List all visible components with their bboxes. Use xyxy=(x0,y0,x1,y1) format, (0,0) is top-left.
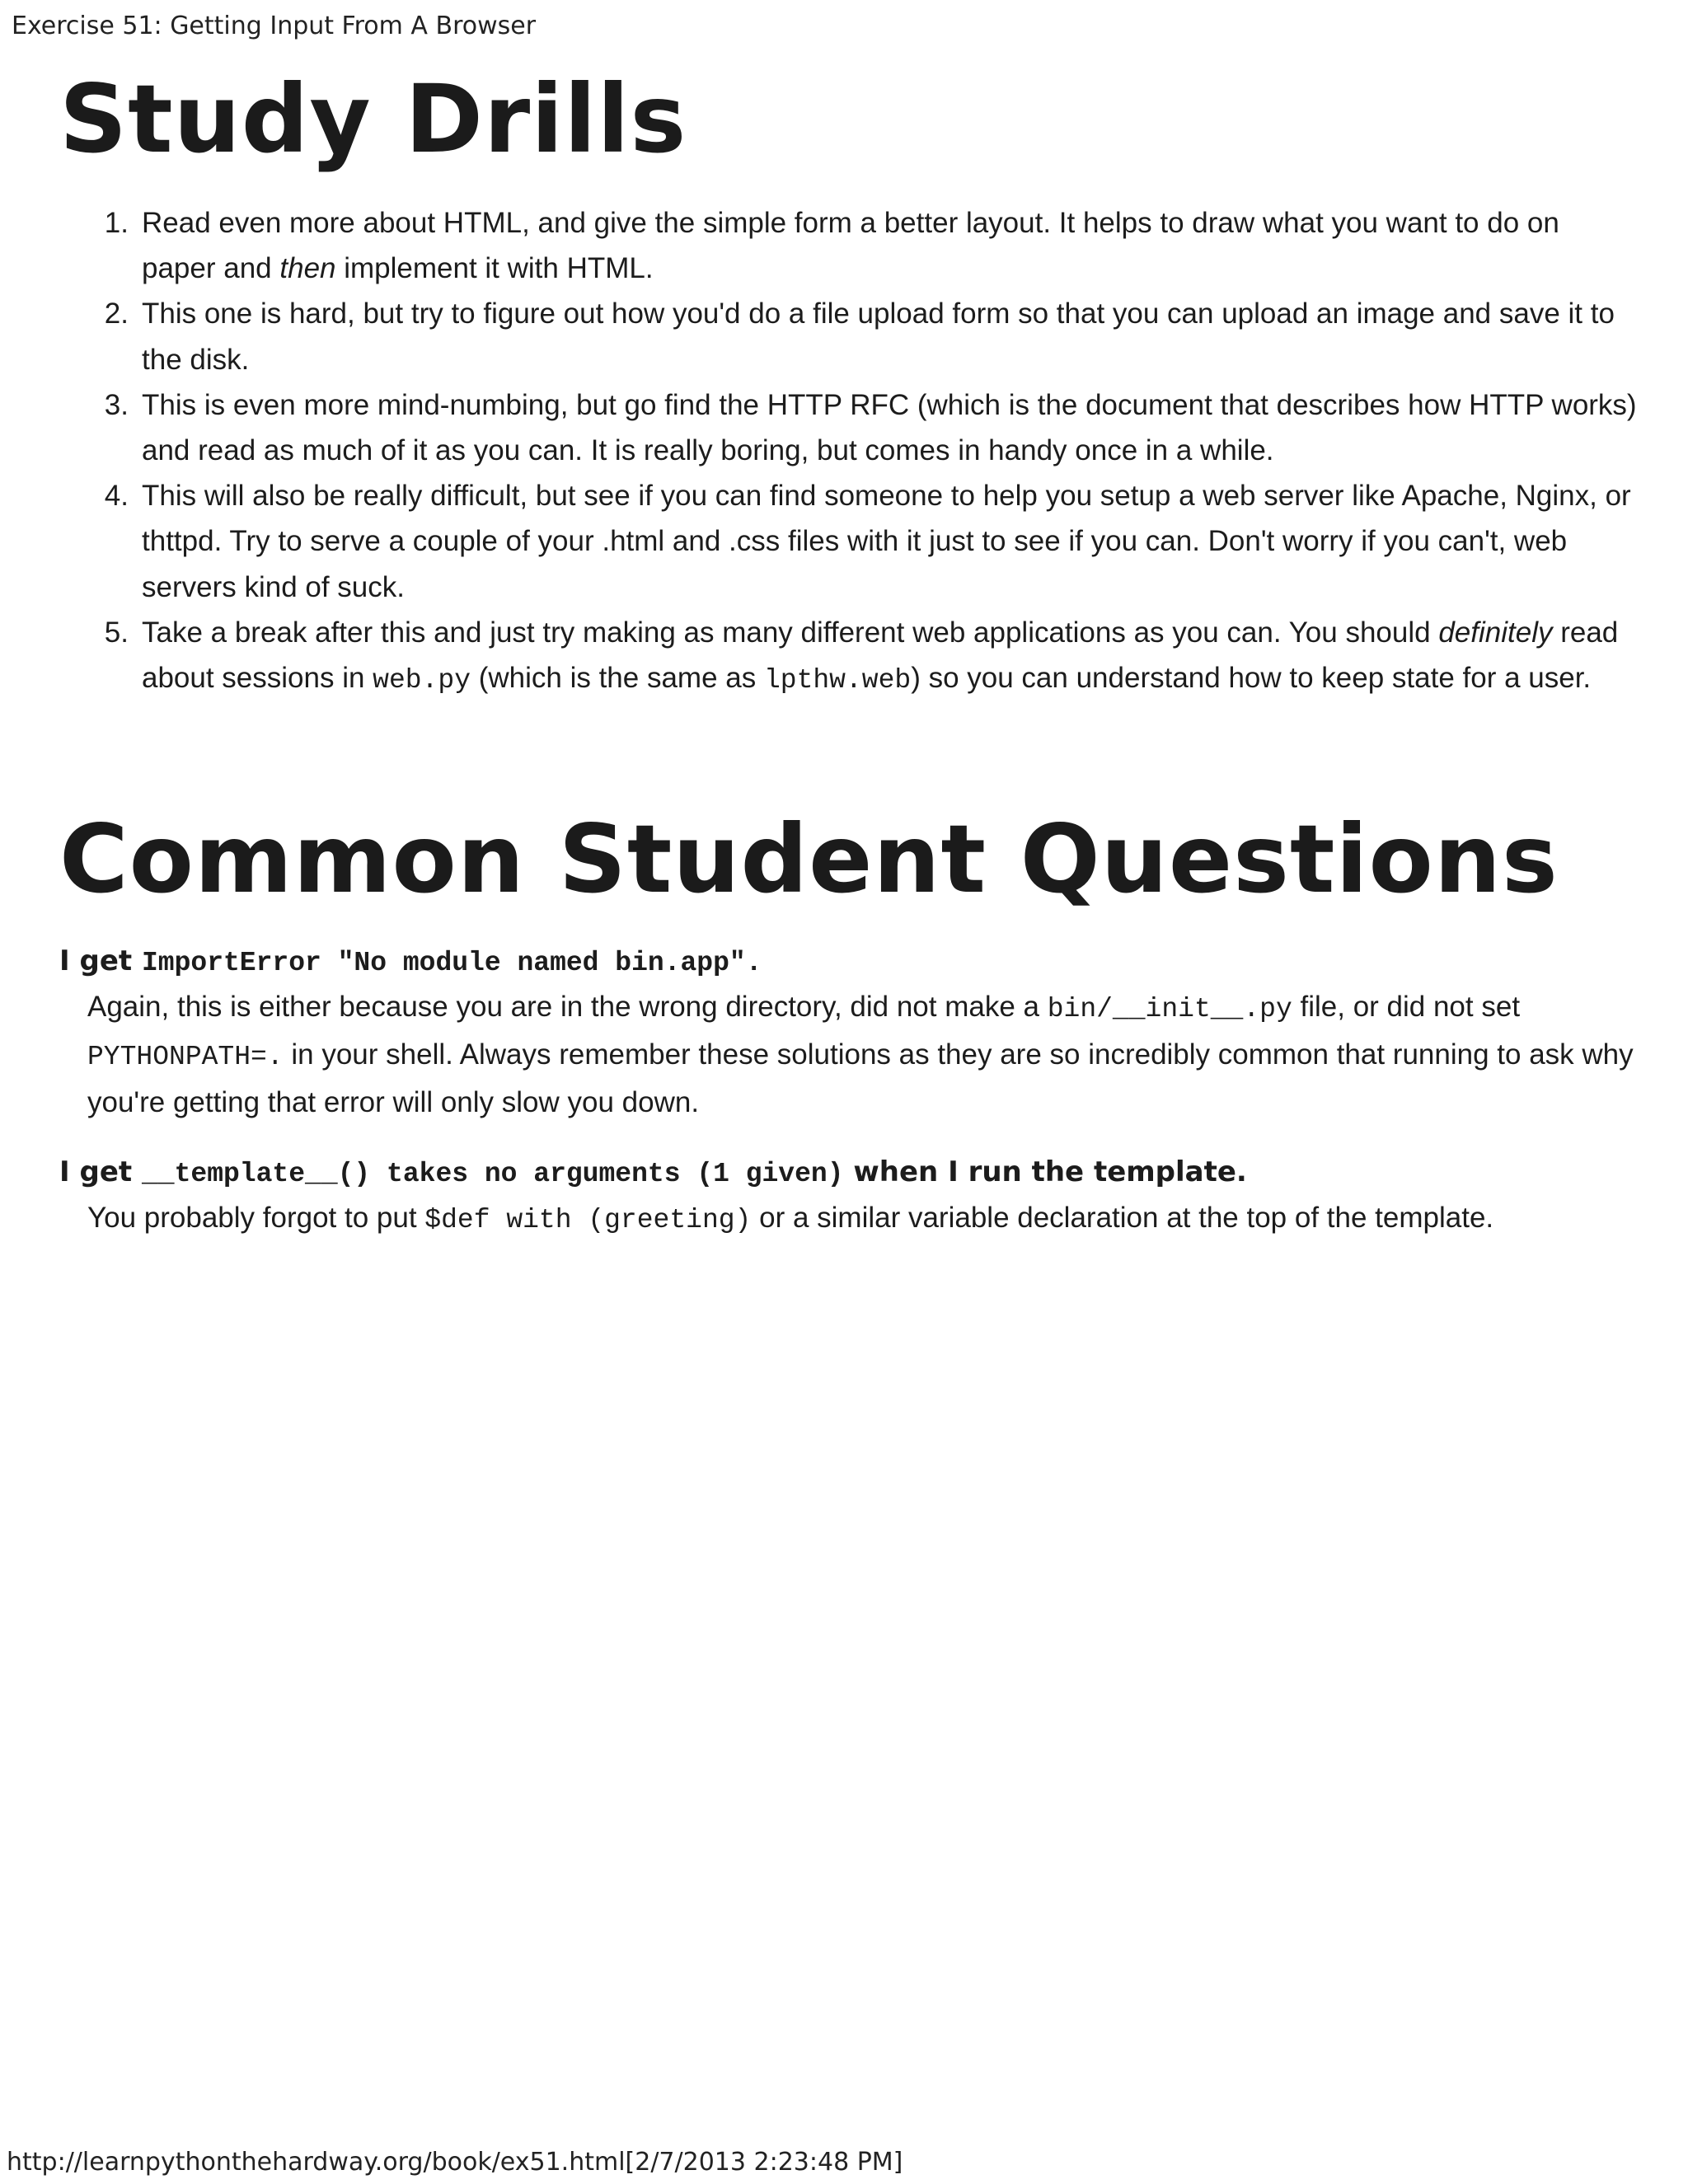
list-item-text: This will also be really difficult, but see if you can find someone to help you setup a web server like Apache, Nginx, or thttpd. Try to serve a couple of your .html and .css files with it just to see if you can. Don't worry if you can't, web servers kind of suck. xyxy=(142,480,1631,603)
emphasis-text: then xyxy=(279,252,336,285)
questions-heading: Common Student Questions xyxy=(59,804,1559,914)
list-item-text: Read even more about HTML, and give the simple form a better layout. It helps to draw what you want to do on paper and xyxy=(142,207,1559,285)
study-drills-heading: Study Drills xyxy=(59,64,687,174)
question-title xyxy=(59,940,1639,984)
question-template-error xyxy=(59,1151,1639,1243)
list-item-number: 3. xyxy=(104,388,129,421)
question-title-text: I get xyxy=(59,944,142,977)
question-title-text: when I run the template. xyxy=(843,1155,1247,1188)
list-item-text: implement it with HTML. xyxy=(335,252,654,285)
inline-code: web.py xyxy=(373,665,471,696)
question-import-error xyxy=(59,940,1639,1126)
answer-text xyxy=(87,1195,1639,1243)
page-footer-url: http://learnpythonthehardway.org/book/ex51.html[2/7/2013 2:23:48 PM] xyxy=(7,2148,903,2177)
inline-code: ImportError "No module named bin.app". xyxy=(141,948,762,978)
list-item-text: This one is hard, but try to figure out how you'd do a file upload form so that you can upload an image and save it to the disk. xyxy=(142,298,1615,376)
list-item-text: read about sessions in xyxy=(142,616,1619,695)
inline-code: bin/__init__.py xyxy=(1047,994,1292,1024)
answer-text-part: in your shell. Always remember these solutions as they are so incredibly common that running to ask why you're getting that error will only slow you down. xyxy=(87,1038,1634,1119)
list-item-number: 4. xyxy=(104,480,129,513)
inline-code: $def with (greeting) xyxy=(424,1205,752,1235)
list-item-number: 2. xyxy=(104,298,129,330)
list-item-text: ) so you can understand how to keep state for a user. xyxy=(911,662,1592,695)
inline-code: PYTHONPATH=. xyxy=(87,1042,284,1073)
list-item xyxy=(89,291,1639,382)
list-item xyxy=(89,382,1639,473)
page-header: Exercise 51: Getting Input From A Browser xyxy=(12,12,537,40)
answer-text-part: Again, this is either because you are in the wrong directory, did not make a xyxy=(87,991,1048,1023)
list-item-number: 1. xyxy=(104,207,129,239)
list-item xyxy=(89,473,1639,610)
list-item xyxy=(89,200,1639,291)
inline-code: __template__() takes no arguments (1 given) xyxy=(141,1159,844,1189)
inline-code: lpthw.web xyxy=(763,665,912,696)
answer-text xyxy=(87,984,1639,1126)
list-item-text: (which is the same as xyxy=(471,662,764,695)
emphasis-text: definitely xyxy=(1438,616,1553,649)
list-item-text: This is even more mind-numbing, but go find the HTTP RFC (which is the document that describes how HTTP works) and read as much of it as you can. It is really boring, but comes in handy once in a while. xyxy=(142,388,1637,467)
answer-text-part: or a similar variable declaration at the top of the template. xyxy=(751,1202,1494,1234)
list-item xyxy=(89,610,1639,703)
answer-text-part: file, or did not set xyxy=(1292,991,1521,1023)
answer-text-part: You probably forgot to put xyxy=(87,1202,425,1234)
question-title-text: I get xyxy=(59,1155,142,1188)
list-item-text: Take a break after this and just try making as many different web applications as you can. You should xyxy=(142,616,1439,649)
study-drills-list xyxy=(89,200,1639,703)
question-title xyxy=(59,1151,1639,1195)
list-item-number: 5. xyxy=(104,616,129,649)
